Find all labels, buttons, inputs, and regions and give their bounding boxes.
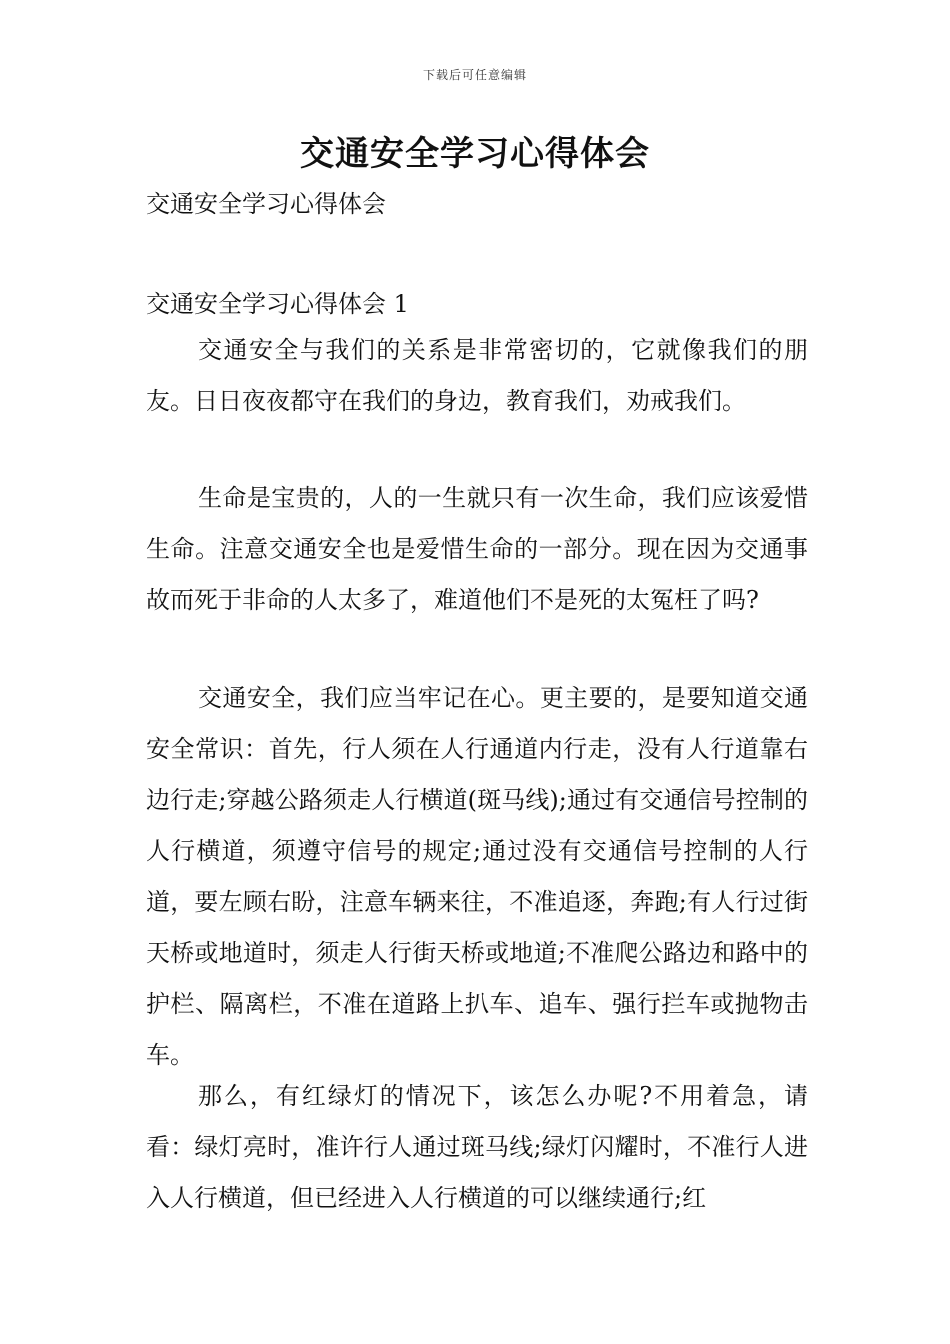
- paragraph-2: 生命是宝贵的，人的一生就只有一次生命，我们应该爱惜生命。注意交通安全也是爱惜生命的一部分。现在因为交通事故而死于非命的人太多了，难道他们不是死的太冤枉了吗?: [146, 484, 808, 614]
- section-heading: 交通安全学习心得体会 1: [146, 290, 409, 318]
- paragraph-1: 交通安全与我们的关系是非常密切的，它就像我们的朋友。日日夜夜都守在我们的身边，教育我们，劝戒我们。: [146, 336, 808, 415]
- paragraph-3: 交通安全，我们应当牢记在心。更主要的，是要知道交通安全常识：首先，行人须在人行通道内行走，没有人行道靠右边行走;穿越公路须走人行横道(斑马线);通过有交通信号控制的人行横道，须遵守信号的规定;通过没有交通信号控制的人行道，要左顾右盼，注意车辆来往，不准追逐，奔跑;有人行过街天桥或地道时，须走人行街天桥或地道;不准爬公路边和路中的护栏、隔离栏，不准在道路上扒车、追车、强行拦车或抛物击车。: [146, 684, 808, 1069]
- document-title: 交通安全学习心得体会: [300, 134, 650, 174]
- document-subtitle: 交通安全学习心得体会: [146, 190, 386, 218]
- paragraph-4: 那么，有红绿灯的情况下，该怎么办呢?不用着急，请看：绿灯亮时，准许行人通过斑马线;绿灯闪耀时，不准行人进入人行横道，但已经进入人行横道的可以继续通行;红: [146, 1082, 808, 1212]
- header-note: 下载后可任意编辑: [422, 68, 527, 82]
